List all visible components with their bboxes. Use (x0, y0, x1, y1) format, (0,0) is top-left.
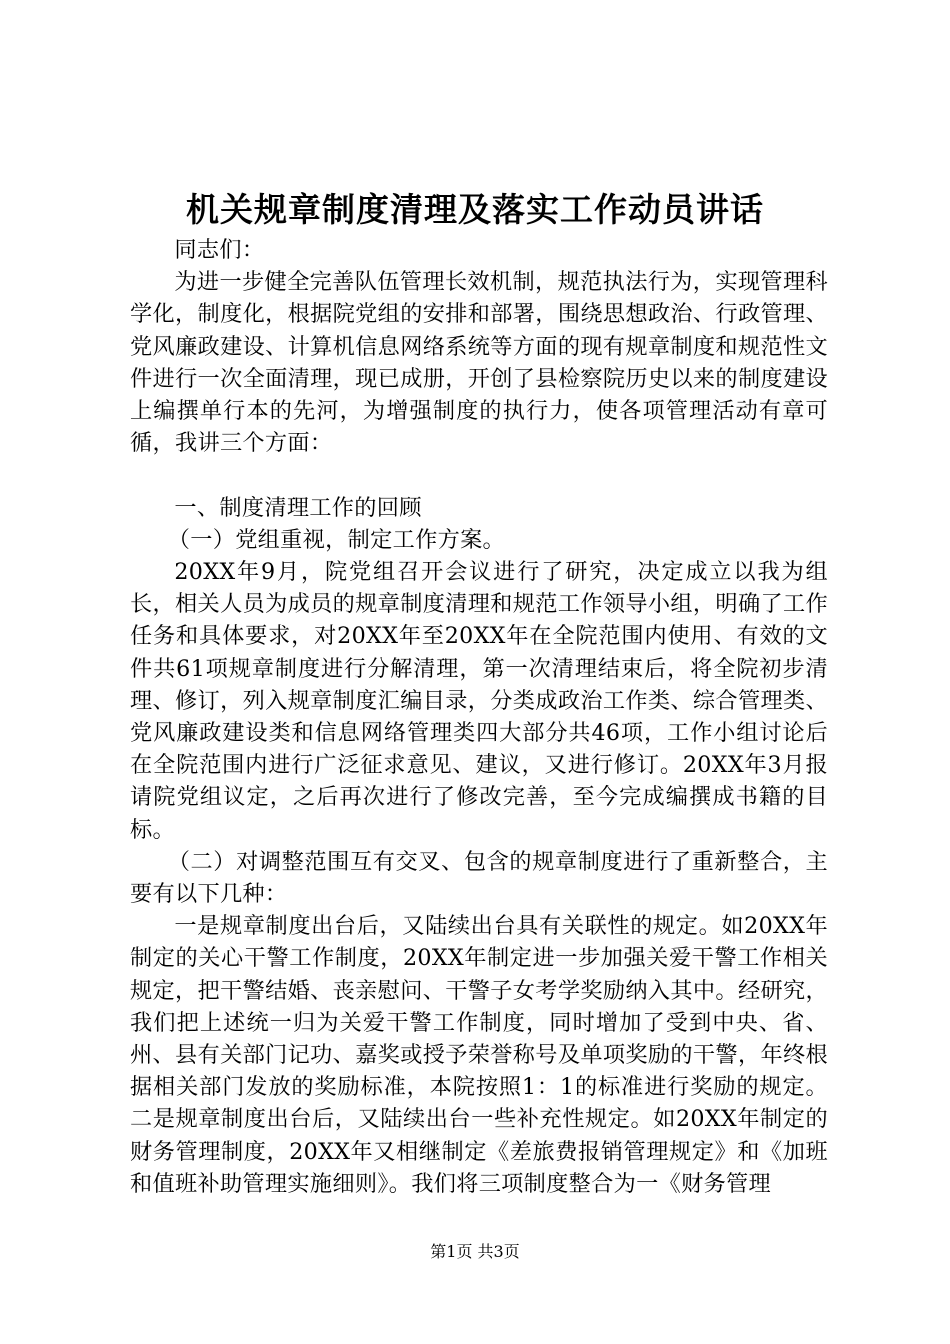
page-footer: 第1页 共3页 (430, 1242, 520, 1261)
section-heading-1: 一、制度清理工作的回顾 (174, 494, 422, 521)
salutation: 同志们： (174, 237, 265, 263)
subsection-body-2: 一是规章制度出台后，又陆续出台具有关联性的规定。如20XX年制定的关心干警工作制度，20XX年制定进一步加强关爱干警工作相关规定，把干警结婚、丧亲慰问、干警子女考学奖励纳入其中。经研究，我们把上述统一归为关爱干警工作制度，同时增加了受到中央、省、州、县有关部门记功、嘉奖或授予荣誉称号及单项奖励的干警，年终根据相关部门发放的奖励标准，本院按照1：1的标准进行奖励的规定。二是规章制度出台后，又陆续出台一些补充性规定。如20XX年制定的财务管理制度，20XX年又相继制定《差旅费报销管理规定》和《加班和值班补助管理实施细则》。我们将三项制度整合为一《财务管理 (130, 913, 828, 1197)
document-body (130, 234, 828, 1200)
document-title: 机关规章制度清理及落实工作动员讲话 (186, 190, 764, 229)
subsection-heading-2: （二）对调整范围互有交叉、包含的规章制度进行了重新整合，主要有以下几种： (130, 848, 828, 908)
subsection-body-1: 20XX年9月，院党组召开会议进行了研究，决定成立以我为组长，相关人员为成员的规章制度清理和规范工作领导小组，明确了工作任务和具体要求，对20XX年至20XX年在全院范围内使用、有效的文件共61项规章制度进行分解清理，第一次清理结束后，将全院初步清理、修订，列入规章制度汇编目录，分类成政治工作类、综合管理类、党风廉政建设类和信息网络管理类四大部分共46项，工作小组讨论后在全院范围内进行广泛征求意见、建议，又进行修订。20XX年3月报请院党组议定，之后再次进行了修改完善，至今完成编撰成书籍的目标。 (130, 559, 828, 843)
intro-paragraph: 为进一步健全完善队伍管理长效机制，规范执法行为，实现管理科学化，制度化，根据院党组的安排和部署，围绕思想政治、行政管理、党风廉政建设、计算机信息网络系统等方面的现有规章制度和规范性文件进行一次全面清理，现已成册，开创了县检察院历史以来的制度建设上编撰单行本的先河，为增强制度的执行力，使各项管理活动有章可循，我讲三个方面： (130, 269, 828, 457)
subsection-heading-1: （一）党组重视，制定工作方案。 (167, 526, 506, 553)
blank-line (130, 459, 828, 491)
